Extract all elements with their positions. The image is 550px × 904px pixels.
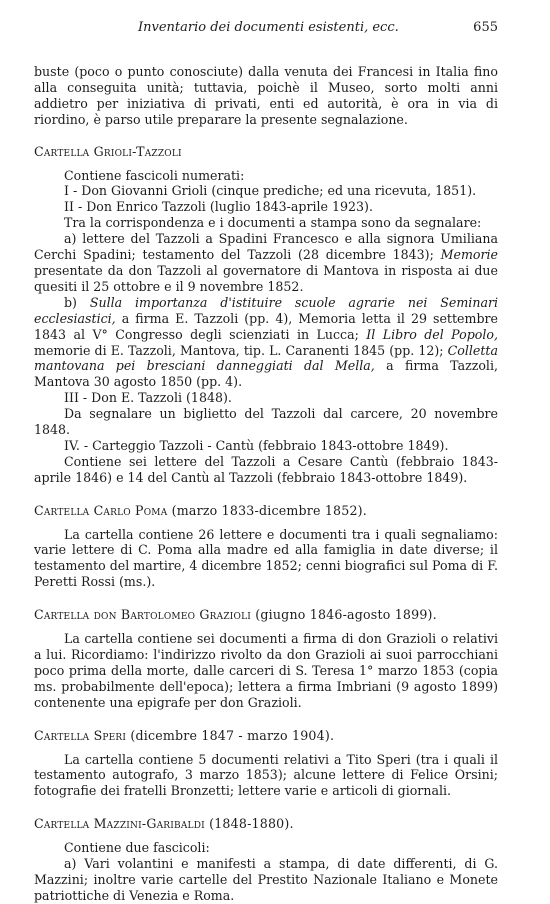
heading-don: don — [93, 607, 117, 623]
section-line: Da segnalare un biglietto del Tazzoli dal carcere, 20 novembre 1848. — [34, 406, 498, 438]
section-line: II - Don Enrico Tazzoli (luglio 1843-aprile 1923). — [64, 199, 373, 215]
heading-dates: (dicembre 1847 - marzo 1904). — [130, 727, 335, 743]
section-paragraph: La cartella contiene sei documenti a firma di don Grazioli o relativi a lui. Ricordiamo: l'indirizzo rivolto da don Grazioli ai suoi parrocchiani poco prima della morte, dalle carceri di S. Teresa 1° marzo 1853 (copia ms. probabilmente dell'epoca); lettera a firma Imbriani (9 agosto 1899) contenente una epigrafe per don Grazioli. — [34, 631, 498, 710]
italic-title: Il Libro del Popolo, — [366, 326, 498, 342]
section-line: Tra la corrispondenza e i documenti a stampa sono da segnalare: — [64, 215, 482, 231]
heading-dates: (giugno 1846-agosto 1899). — [255, 607, 437, 623]
section-paragraph — [34, 231, 498, 295]
text-run: a) lettere del Tazzoli a Spadini Francesco e alla signora Umiliana Cerchi Spadini; testamento del Tazzoli (28 dicembre 1843); — [34, 231, 498, 263]
running-head: Inventario dei documenti esistenti, ecc. — [138, 20, 399, 35]
section-heading-grazioli — [34, 607, 498, 623]
section-paragraph: La cartella contiene 26 lettere e documenti tra i quali segnaliamo: varie lettere di C. Poma alla madre ed alla famiglia in date diverse; il testamento del martire, 4 dicembre 1852; cenni biografici sul Poma di F. Peretti Rossi (ms.). — [34, 526, 498, 590]
section-paragraph: Contiene sei lettere del Tazzoli a Cesare Cantù (febbraio 1843-aprile 1846) e 14 del Cantù al Tazzoli (febbraio 1843-ottobre 1849). — [34, 453, 498, 485]
section-line: Contiene fascicoli numerati: — [64, 167, 245, 183]
section-heading-carlo-poma — [34, 503, 498, 519]
section-line: IV. - Carteggio Tazzoli - Cantù (febbraio 1843-ottobre 1849). — [64, 437, 449, 453]
section-line: III - Don E. Tazzoli (1848). — [64, 390, 232, 406]
page-header — [34, 20, 498, 40]
text-run: a firma E. Tazzoli (pp. 4), Memoria letta il 29 settembre 1843 al V° Congresso degli scienziati in Lucca; — [34, 310, 498, 342]
text-run: presentate da don Tazzoli al governatore di Mantova in risposta ai due quesiti il 25 ottobre e il 9 novembre 1852. — [34, 262, 498, 294]
italic-title: Memorie — [440, 247, 498, 263]
section-heading-speri — [34, 728, 498, 744]
text-run: b) — [64, 294, 90, 310]
heading-dates: (1848-1880). — [209, 816, 294, 832]
section-paragraph: a) Vari volantini e manifesti a stampa, di date differenti, di G. Mazzini; inoltre varie cartelle del Prestito Nazionale Italiano e Monete patriottiche di Venezia e Roma. — [34, 856, 498, 903]
heading-prefix: Cartella — [34, 607, 90, 623]
heading-dates: (marzo 1833-dicembre 1852). — [171, 502, 367, 518]
section-heading-grioli-tazzoli: Cartella Grioli-Tazzoli — [34, 143, 182, 159]
heading-name: Cartella Speri — [34, 727, 127, 743]
section-paragraph — [34, 295, 498, 390]
heading-name: Cartella Mazzini-Garibaldi — [34, 816, 205, 832]
text-run: memorie di E. Tazzoli, Mantova, tip. L. Caranenti 1845 (pp. 12); — [34, 342, 448, 358]
intro-paragraph: buste (poco o punto conosciute) dalla venuta dei Francesi in Italia fino alla conseguita unità; tuttavia, poichè il Museo, sorto molti anni addietro per iniziativa di privati, enti ed autorità, è ora in via di riordino, è parso utile preparare la presente segnalazione. — [34, 64, 498, 127]
section-paragraph: La cartella contiene 5 documenti relativi a Tito Speri (tra i quali il testamento autografo, 3 marzo 1853); alcune lettere di Felice Orsini; fotografie dei fratelli Bronzetti; lettere varie e articoli di giornali. — [34, 751, 498, 799]
heading-name: Cartella Carlo Poma — [34, 502, 168, 518]
italic-title: Colletta mantovana pei bresciani danneggiati dal Mella, — [34, 342, 498, 374]
page-body — [34, 64, 498, 904]
italic-title: Sulla importanza d'istituire scuole agrarie nei Seminari ecclesiastici, — [34, 294, 499, 326]
page-number: 655 — [473, 20, 498, 35]
heading-name: Bartolomeo Grazioli — [120, 607, 252, 623]
section-line: I - Don Giovanni Grioli (cinque prediche; ed una ricevuta, 1851). — [64, 183, 477, 199]
section-line: Contiene due fascicoli: — [64, 840, 210, 856]
text-run: a firma Tazzoli, Mantova 30 agosto 1850 (pp. 4). — [34, 358, 498, 390]
